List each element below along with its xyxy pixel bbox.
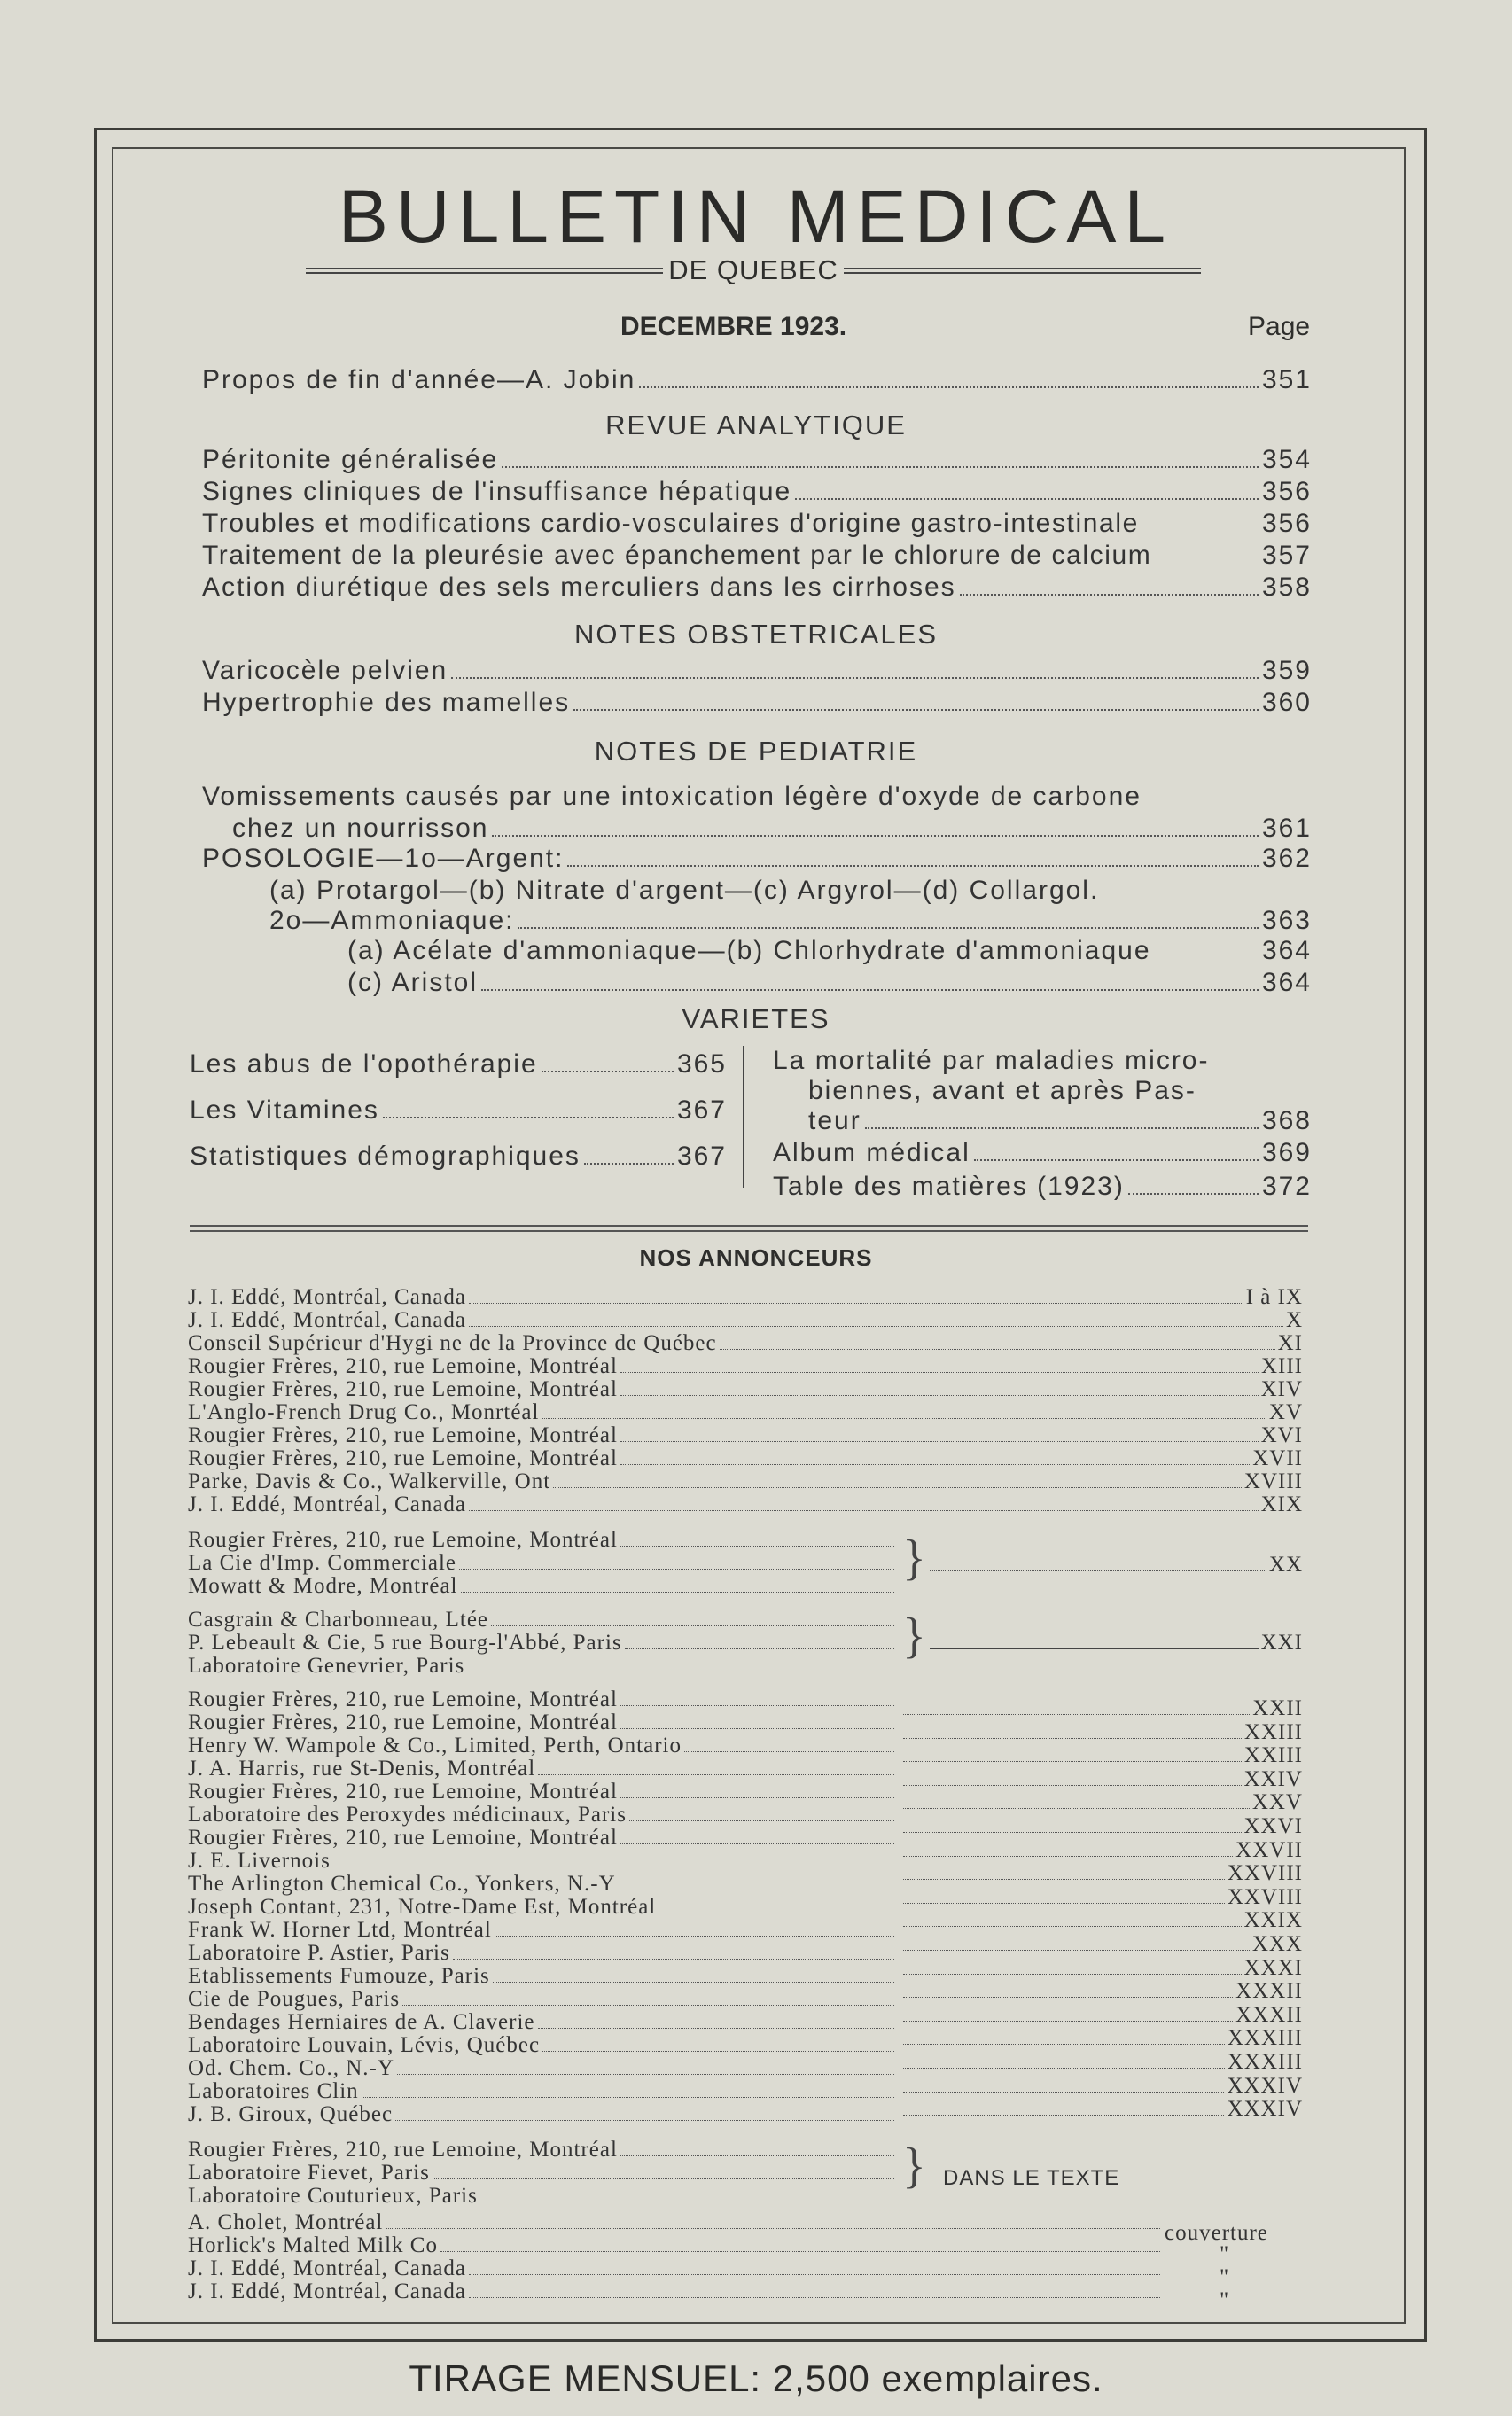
advertiser-row: L'Anglo-French Drug Co., Monrtéal XV <box>188 1400 1303 1424</box>
advertiser-row: Bendages Herniaires de A. Claverie <box>188 2010 897 2033</box>
advertiser-row: Conseil Supérieur d'Hygi ne de la Province de Québec XI <box>188 1331 1303 1355</box>
toc-entry: Péritonite généralisée 354 <box>202 445 1312 474</box>
subtitle-row <box>306 253 1201 288</box>
advertiser-row: Rougier Frères, 210, rue Lemoine, Montréal <box>188 1780 897 1803</box>
advertiser-page-ref: XXXII <box>900 2003 1303 2026</box>
advertiser-page-ref: XXII <box>900 1696 1303 1719</box>
advertiser-row: Laboratoire Fievet, Paris <box>188 2161 897 2184</box>
toc-entry: POSOLOGIE—1o—Argent: 362 <box>202 844 1312 873</box>
dans-le-texte: DANS LE TEXTE <box>943 2166 1120 2190</box>
advertiser-row: The Arlington Chemical Co., Yonkers, N.-Y <box>188 1872 897 1895</box>
advertiser-row: Horlick's Malted Milk Co <box>188 2233 1163 2256</box>
toc-entry: Statistiques démographiques 367 <box>190 1142 727 1171</box>
advertiser-row: Laboratoire des Peroxydes médicinaux, Paris <box>188 1803 897 1826</box>
toc-entry: 2o—Ammoniaque: 363 <box>269 906 1312 935</box>
group-number-row: XXI <box>927 1631 1303 1654</box>
advertiser-page-ref: XXXI <box>900 1956 1303 1979</box>
advertiser-row: P. Lebeault & Cie, 5 rue Bourg-l'Abbé, Paris <box>188 1631 897 1654</box>
brace-icon: } <box>902 2139 926 2194</box>
ditto-mark: " <box>1220 2265 1230 2289</box>
advertiser-page-ref: XXVIII <box>900 1885 1303 1908</box>
advertiser-row: Frank W. Horner Ltd, Montréal <box>188 1918 897 1941</box>
journal-subtitle: DE QUEBEC <box>668 254 838 285</box>
advertiser-row: La Cie d'Imp. Commerciale <box>188 1551 897 1574</box>
toc-entry-line1: Vomissements causés par une intoxication légère d'oxyde de carbone <box>202 782 1142 811</box>
advertiser-row: Laboratoire Couturieux, Paris <box>188 2184 897 2207</box>
advertiser-row: Casgrain & Charbonneau, Ltée <box>188 1608 897 1631</box>
advertiser-row: Rougier Frères, 210, rue Lemoine, Montréal XIII <box>188 1354 1303 1378</box>
advertiser-row: Laboratoire Louvain, Lévis, Québec <box>188 2033 897 2056</box>
advertiser-page-ref: XXIII <box>900 1720 1303 1743</box>
advertiser-page-ref: XXXIV <box>900 2074 1303 2097</box>
brace-icon: } <box>902 1531 926 1586</box>
advertiser-page-ref: XXIV <box>900 1767 1303 1790</box>
advertiser-row: J. I. Eddé, Montréal, Canada XIX <box>188 1492 1303 1516</box>
section-rule <box>190 1225 1308 1227</box>
page-ref: couverture <box>1165 2221 1268 2245</box>
advertiser-row: J. I. Eddé, Montréal, Canada <box>188 2256 1163 2280</box>
advertiser-page-ref: XXXIV <box>900 2097 1303 2120</box>
advertiser-page-ref: XXX <box>900 1932 1303 1955</box>
advertiser-page-ref: XXVIII <box>900 1861 1303 1884</box>
advertiser-page-ref: XXVII <box>900 1838 1303 1861</box>
advertiser-row: Rougier Frères, 210, rue Lemoine, Montréal XVI <box>188 1423 1303 1447</box>
column-divider <box>743 1046 744 1188</box>
annonceurs-heading: NOS ANNONCEURS <box>639 1244 873 1271</box>
subtitle-rule-left <box>306 268 663 274</box>
advertiser-page-ref: XXIII <box>900 1743 1303 1766</box>
advertiser-page-ref: XXXII <box>900 1979 1303 2002</box>
group-number-row: XX <box>927 1553 1303 1576</box>
section-heading-obstetricales: NOTES OBSTETRICALES <box>573 619 939 650</box>
advertiser-row: J. A. Harris, rue St-Denis, Montréal <box>188 1757 897 1780</box>
toc-entry: Les Vitamines 367 <box>190 1095 727 1125</box>
advertiser-row: Rougier Frères, 210, rue Lemoine, Montréal <box>188 1528 897 1551</box>
toc-entry: chez un nourrisson 361 <box>232 814 1312 843</box>
toc-entry: (c) Aristol 364 <box>347 968 1312 997</box>
advertiser-row: J. I. Eddé, Montréal, Canada I à IX <box>188 1285 1303 1309</box>
toc-entry: Les abus de l'opothérapie 365 <box>190 1049 727 1079</box>
toc-entry: (a) Acélate d'ammoniaque—(b) Chlorhydrate d'ammoniaque 364 <box>347 936 1312 965</box>
issue-date: DECEMBRE 1923. <box>620 312 847 341</box>
advertiser-row: J. I. Eddé, Montréal, Canada <box>188 2280 1163 2303</box>
page-column-label: Page <box>1248 312 1311 341</box>
toc-entry: teur 368 <box>808 1106 1312 1135</box>
advertiser-row: Rougier Frères, 210, rue Lemoine, Montréal <box>188 2138 897 2161</box>
advertiser-row: J. E. Livernois <box>188 1849 897 1872</box>
toc-entry: Varicocèle pelvien 359 <box>202 656 1312 685</box>
ditto-mark: " <box>1220 2242 1230 2266</box>
advertiser-row: Rougier Frères, 210, rue Lemoine, Montréal XIV <box>188 1377 1303 1401</box>
subtitle-rule-right <box>844 268 1201 274</box>
advertiser-row: Parke, Davis & Co., Walkerville, Ont XVIII <box>188 1469 1303 1493</box>
ditto-mark: " <box>1220 2288 1230 2312</box>
advertiser-row: Joseph Contant, 231, Notre-Dame Est, Montréal <box>188 1895 897 1918</box>
section-heading-revue: REVUE ANALYTIQUE <box>605 409 907 440</box>
advertiser-row: Henry W. Wampole & Co., Limited, Perth, Ontario <box>188 1734 897 1757</box>
section-heading-pediatrie: NOTES DE PEDIATRIE <box>594 736 918 767</box>
advertiser-page-ref: XXIX <box>900 1908 1303 1931</box>
toc-entry-line2: biennes, avant et après Pas- <box>808 1076 1196 1105</box>
toc-entry: Album médical 369 <box>773 1138 1312 1167</box>
advertiser-row: Rougier Frères, 210, rue Lemoine, Montréal XVII <box>188 1446 1303 1470</box>
toc-entry: Action diurétique des sels merculiers dans les cirrhoses 358 <box>202 573 1312 602</box>
advertiser-row: Laboratoires Clin <box>188 2079 897 2102</box>
advertiser-row: Cie de Pougues, Paris <box>188 1987 897 2010</box>
advertiser-row: Laboratoire P. Astier, Paris <box>188 1941 897 1964</box>
advertiser-row: J. B. Giroux, Québec <box>188 2102 897 2125</box>
advertiser-page-ref: XXXIII <box>900 2050 1303 2073</box>
advertiser-row: Laboratoire Genevrier, Paris <box>188 1654 897 1677</box>
toc-entry-line1: La mortalité par maladies micro- <box>773 1046 1210 1075</box>
section-heading-varietes: VARIETES <box>682 1003 830 1034</box>
toc-entry: Traitement de la pleurésie avec épanchement par le chlorure de calcium 357 <box>202 541 1312 570</box>
toc-subline: (a) Protargol—(b) Nitrate d'argent—(c) Argyrol—(d) Collargol. <box>269 876 1100 905</box>
section-rule <box>190 1230 1308 1232</box>
toc-entry: Hypertrophie des mamelles 360 <box>202 688 1312 717</box>
journal-title: BULLETIN MEDICAL <box>338 175 1174 258</box>
advertiser-row: Od. Chem. Co., N.-Y <box>188 2056 897 2079</box>
toc-entry: Propos de fin d'année—A. Jobin 351 <box>202 365 1312 394</box>
brace-icon: } <box>902 1609 926 1664</box>
advertiser-page-ref: XXVI <box>900 1814 1303 1837</box>
print-run-footer: TIRAGE MENSUEL: 2,500 exemplaires. <box>409 2358 1103 2399</box>
advertiser-row: Rougier Frères, 210, rue Lemoine, Montréal <box>188 1711 897 1734</box>
toc-entry: Signes cliniques de l'insuffisance hépatique 356 <box>202 477 1312 506</box>
advertiser-row: J. I. Eddé, Montréal, Canada X <box>188 1308 1303 1332</box>
advertiser-row: Mowatt & Modre, Montréal <box>188 1574 897 1597</box>
advertiser-page-ref: XXV <box>900 1790 1303 1813</box>
advertiser-row: A. Cholet, Montréal <box>188 2210 1163 2233</box>
advertiser-page-ref: XXXIII <box>900 2026 1303 2049</box>
advertiser-row: Rougier Frères, 210, rue Lemoine, Montréal <box>188 1687 897 1711</box>
toc-entry: Troubles et modifications cardio-vosculaires d'origine gastro-intestinale 356 <box>202 509 1312 538</box>
toc-entry: Table des matières (1923) 372 <box>773 1172 1312 1201</box>
advertiser-row: Rougier Frères, 210, rue Lemoine, Montréal <box>188 1826 897 1849</box>
advertiser-row: Etablissements Fumouze, Paris <box>188 1964 897 1987</box>
